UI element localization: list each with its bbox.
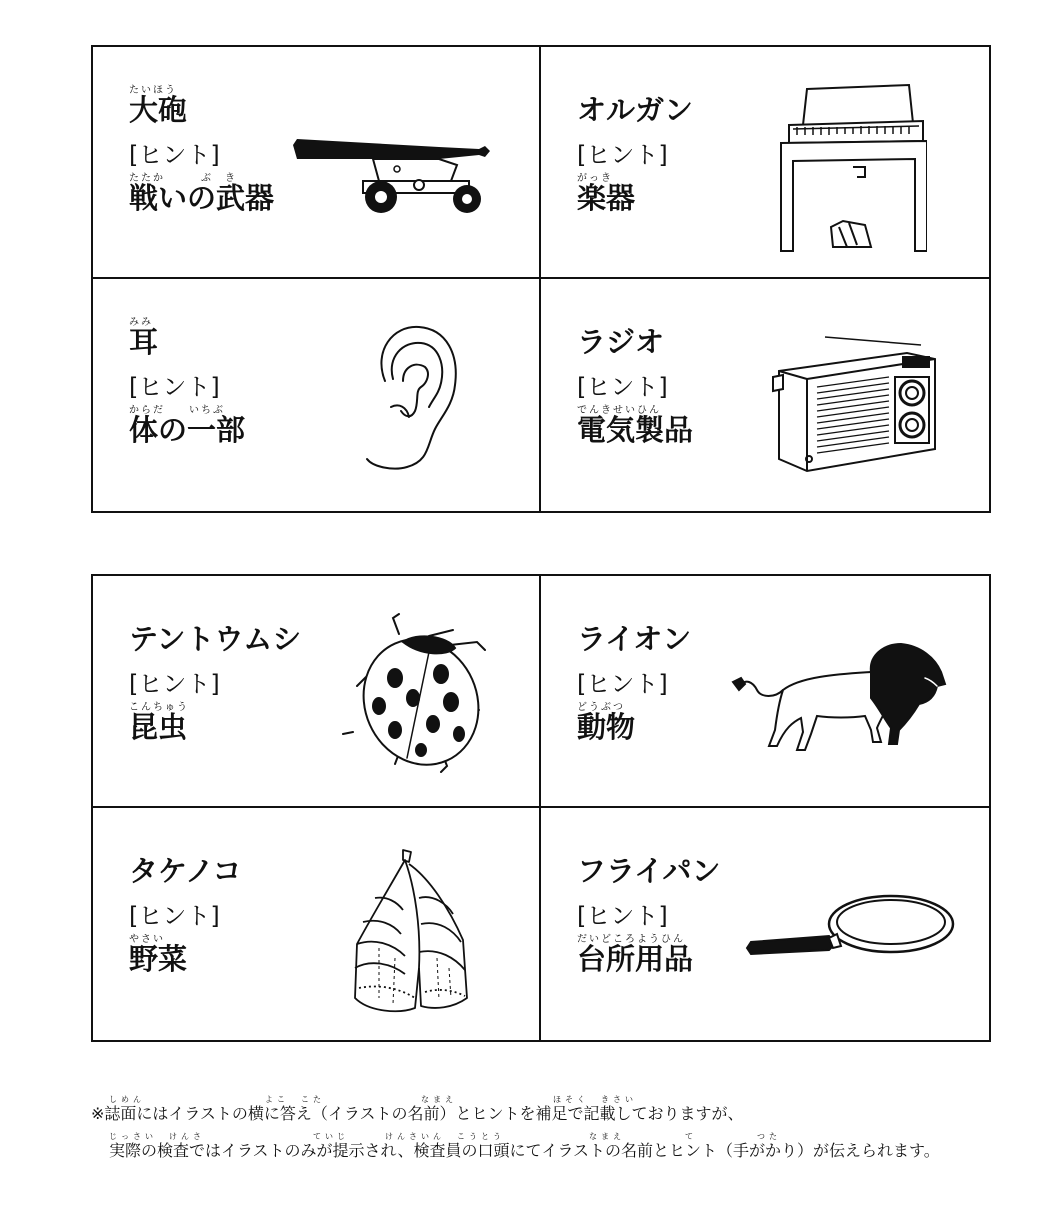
answer-ruby [129, 610, 339, 622]
hint-ruby: でんきせいひん [577, 405, 661, 416]
card-radio [541, 279, 989, 511]
hint-label: [ヒント] [577, 670, 668, 698]
answer-ruby [129, 842, 339, 854]
footnote-line1-ruby: しめん よこ こた なまえ ほそく きさい [109, 1095, 637, 1104]
hint-label: [ヒント] [577, 373, 668, 401]
answer-ruby [577, 313, 787, 325]
answer-ruby [577, 81, 787, 93]
answer-label: ライオン [577, 622, 692, 656]
hint-text: 野菜 [129, 942, 188, 976]
card-frying-pan [541, 808, 989, 1040]
radio-icon [769, 331, 937, 473]
card-organ [541, 47, 989, 279]
card-lion [541, 576, 989, 808]
frying-pan-icon [745, 890, 957, 964]
hint-label: [ヒント] [129, 141, 220, 169]
hint-label: [ヒント] [129, 902, 220, 930]
hint-text: 楽器 [577, 181, 636, 215]
hint-ruby: がっき [577, 173, 613, 184]
answer-label: 大砲 [129, 93, 188, 127]
hint-text: 動物 [577, 710, 636, 744]
footnote-line2: 実際の検査ではイラストのみが提示され、検査員の口頭にてイラストの名前とヒント（手がかり）が伝えられます。 [109, 1141, 940, 1160]
answer-ruby [577, 610, 787, 622]
hint-ruby: だいどころようひん [577, 934, 685, 945]
card-bamboo-shoot [93, 808, 541, 1040]
card-ear [93, 279, 541, 511]
hint-text: 体の一部 [129, 413, 246, 447]
hint-ruby: やさい [129, 934, 165, 945]
answer-label: フライパン [577, 854, 721, 888]
ladybug-icon [337, 612, 491, 778]
footnote-line2-ruby: じっさい けんさ ていじ けんさいん こうとう なまえ て つた [109, 1132, 781, 1141]
card-ladybug [93, 576, 541, 808]
lion-icon [731, 638, 947, 752]
answer-label: 耳 [129, 325, 159, 359]
card-cannon [93, 47, 541, 279]
card-grid-bottom [91, 574, 991, 1042]
footnote-line1: ※誌面にはイラストの横に答え（イラストの名前）とヒントを補足で記載しておりますが、 [91, 1104, 744, 1123]
answer-ruby [577, 842, 787, 854]
hint-text: 昆虫 [129, 710, 188, 744]
cannon-icon [289, 129, 495, 215]
card-grid-top [91, 45, 991, 513]
hint-label: [ヒント] [577, 141, 668, 169]
answer-label: テントウムシ [129, 622, 302, 656]
hint-ruby: たたか ぶ き [129, 173, 237, 184]
hint-label: [ヒント] [129, 670, 220, 698]
answer-label: ラジオ [577, 325, 665, 359]
answer-ruby: たいほう [129, 85, 177, 96]
answer-ruby: みみ [129, 317, 153, 328]
hint-text: 戦いの武器 [129, 181, 275, 215]
hint-ruby: からだ いちぶ [129, 405, 225, 416]
hint-label: [ヒント] [129, 373, 220, 401]
hint-ruby: こんちゅう [129, 702, 189, 713]
bamboo-shoot-icon [349, 848, 475, 1016]
hint-text: 台所用品 [577, 942, 694, 976]
hint-ruby: どうぶつ [577, 702, 625, 713]
hint-label: [ヒント] [577, 902, 668, 930]
ear-icon [363, 321, 463, 471]
hint-text: 電気製品 [577, 413, 694, 447]
answer-label: タケノコ [129, 854, 242, 888]
answer-label: オルガン [577, 93, 694, 127]
organ-icon [777, 81, 927, 253]
footnote [91, 1094, 1021, 1162]
